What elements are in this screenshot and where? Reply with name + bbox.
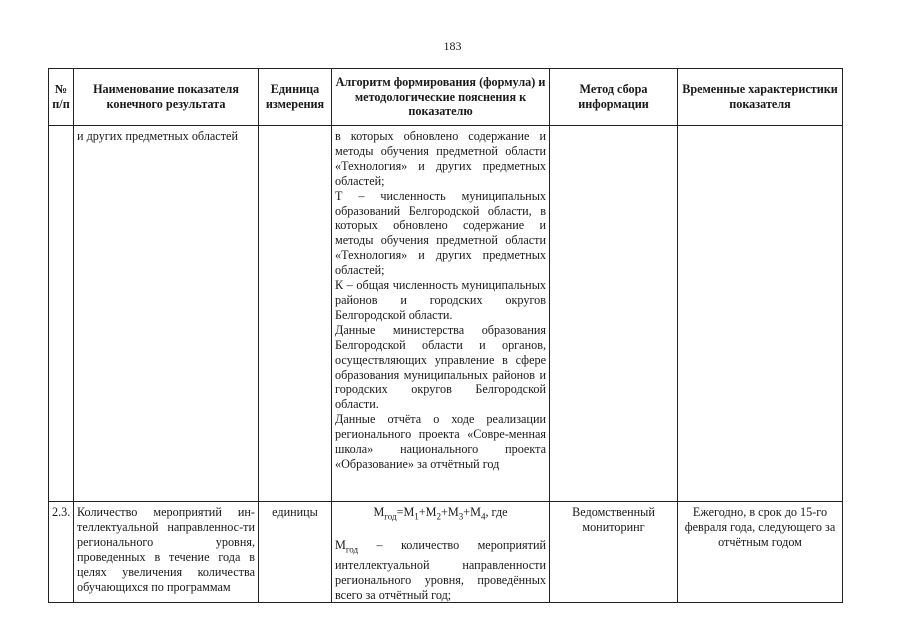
algorithm-paragraph: Т – численность муниципальных образований Белгородской области, в которых обновлено содержание и методы обучения предметной области «Технология» и других предметных областей; [335,188,546,278]
cell-number: 2.3. [49,502,74,603]
algorithm-paragraph: в которых обновлено содержание и методы обучения предметной области «Технология» и других предметных областей; [335,129,546,188]
table-row [49,126,843,502]
cell-algorithm [332,126,550,502]
formula: $M_{год}=M_1+M_2+M_3+M_4$, где [373,505,508,522]
cell-indicator-name: Количество мероприятий ин-теллектуальной направленнос-ти регионального уровня, проведенных в течение года в целях увеличения количества обучающихся по программам [74,502,259,603]
header-indicator-name: Наименование показателя конечного результата [74,69,259,126]
algorithm-definition: $M_{год}$ – количество мероприятий интеллектуальной направленности регионального уровня, проведённых всего за отчётный год; [335,538,546,602]
cell-indicator-name: и других предметных областей [74,126,259,502]
cell-method [550,126,678,502]
table-header-row [49,69,843,126]
algorithm-paragraph: К – общая численность муниципальных районов и городских округов Белгородской области. [335,278,546,322]
header-method: Метод сбора информации [550,69,678,126]
cell-time [678,126,843,502]
header-unit: Единица измерения [259,69,332,126]
header-time: Временные характеристики показателя [678,69,843,126]
cell-algorithm [332,502,550,603]
page-number: 183 [443,39,462,53]
table-row [49,502,843,603]
algorithm-paragraph: Данные министерства образования Белгородской области и органов, осуществляющих управление в сфере образования муниципальных районов и городских округов Белгородской области. [335,322,546,412]
header-algorithm: Алгоритм формирования (формула) и методологические пояснения к показателю [332,69,550,126]
header-number: № п/п [49,69,74,126]
cell-unit: единицы [259,502,332,603]
cell-number [49,126,74,502]
cell-unit [259,126,332,502]
cell-time: Ежегодно, в срок до 15-го февраля года, следующего за отчётным годом [678,502,843,603]
algorithm-paragraph: Данные отчёта о ходе реализации регионального проекта «Совре-менная школа» национального проекта «Образование» за отчётный год [335,412,546,471]
indicators-table [48,68,843,603]
cell-method: Ведомственный мониторинг [550,502,678,603]
